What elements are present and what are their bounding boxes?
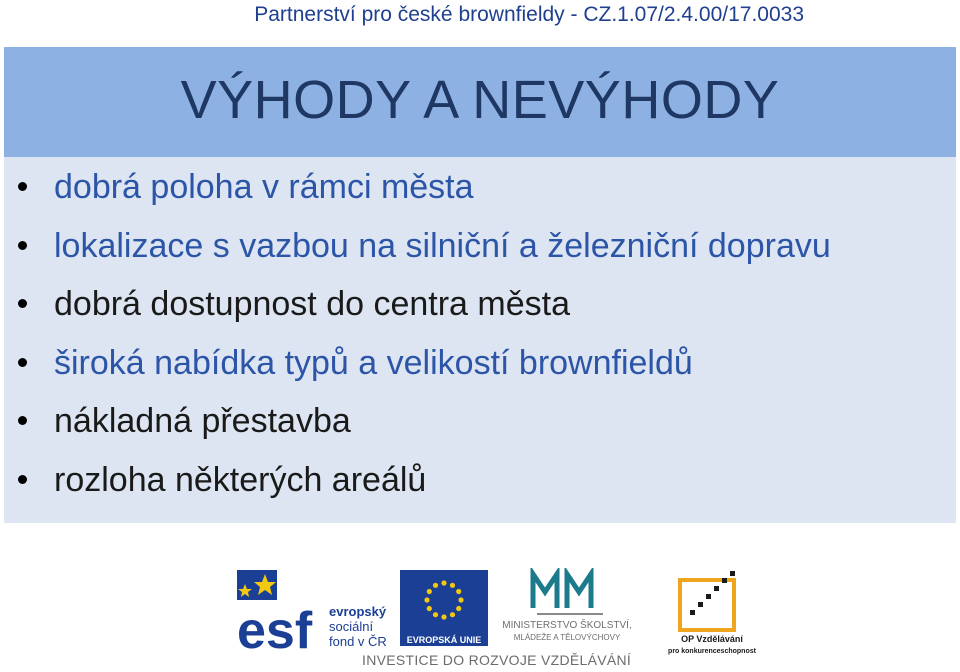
bullet-dot-icon <box>18 299 27 308</box>
esf-line2: sociální <box>329 619 374 634</box>
eu-flag-logo <box>400 570 488 646</box>
funding-logos <box>0 560 960 672</box>
bullet-item <box>4 169 831 228</box>
msmt-line1: MINISTERSTVO ŠKOLSTVÍ, <box>502 620 632 631</box>
footer-tagline: INVESTICE DO ROZVOJE VZDĚLÁVÁNÍ <box>362 652 632 668</box>
eu-label: EVROPSKÁ UNIE <box>406 635 482 645</box>
bullet-text: dobrá dostupnost do centra města <box>54 285 570 323</box>
bullet-text: široká nabídka typů a velikostí brownfieldů <box>54 343 693 382</box>
content-band <box>4 157 956 523</box>
bullet-dot-icon <box>18 182 27 191</box>
bullet-dot-icon <box>18 416 27 425</box>
bullet-dot-icon <box>18 358 27 367</box>
esf-line3: fond v ČR <box>329 634 387 649</box>
bullet-dot-icon <box>18 475 27 484</box>
op-line2: pro konkurenceschopnost <box>668 648 756 655</box>
bullet-item <box>4 228 831 287</box>
op-line1: OP Vzdělávání <box>681 634 743 644</box>
bullet-text: rozloha některých areálů <box>54 460 427 499</box>
bullet-item <box>4 462 831 521</box>
slide-title: VÝHODY A NEVÝHODY <box>180 70 780 130</box>
bullet-item <box>4 403 831 462</box>
bullet-text: dobrá poloha v rámci města <box>54 168 474 206</box>
bullet-dot-icon <box>18 241 27 250</box>
esf-mark: esf <box>237 602 313 652</box>
msmt-logo <box>493 568 653 658</box>
bullet-item <box>4 345 831 404</box>
esf-logo <box>237 570 387 652</box>
msmt-line2: MLÁDEŽE A TĚLOVÝCHOVY <box>513 633 621 642</box>
title-band <box>4 47 956 157</box>
esf-line1: evropský <box>329 604 387 619</box>
project-header: Partnerství pro české brownfieldy - CZ.1.07/2.4.00/17.0033 <box>254 3 804 26</box>
bullet-text: nákladná přestavba <box>54 402 351 440</box>
bullet-list <box>4 169 831 520</box>
bullet-item <box>4 286 831 345</box>
bullet-text: lokalizace s vazbou na silniční a železniční dopravu <box>54 226 831 265</box>
op-vzdelavani-logo <box>668 568 760 658</box>
